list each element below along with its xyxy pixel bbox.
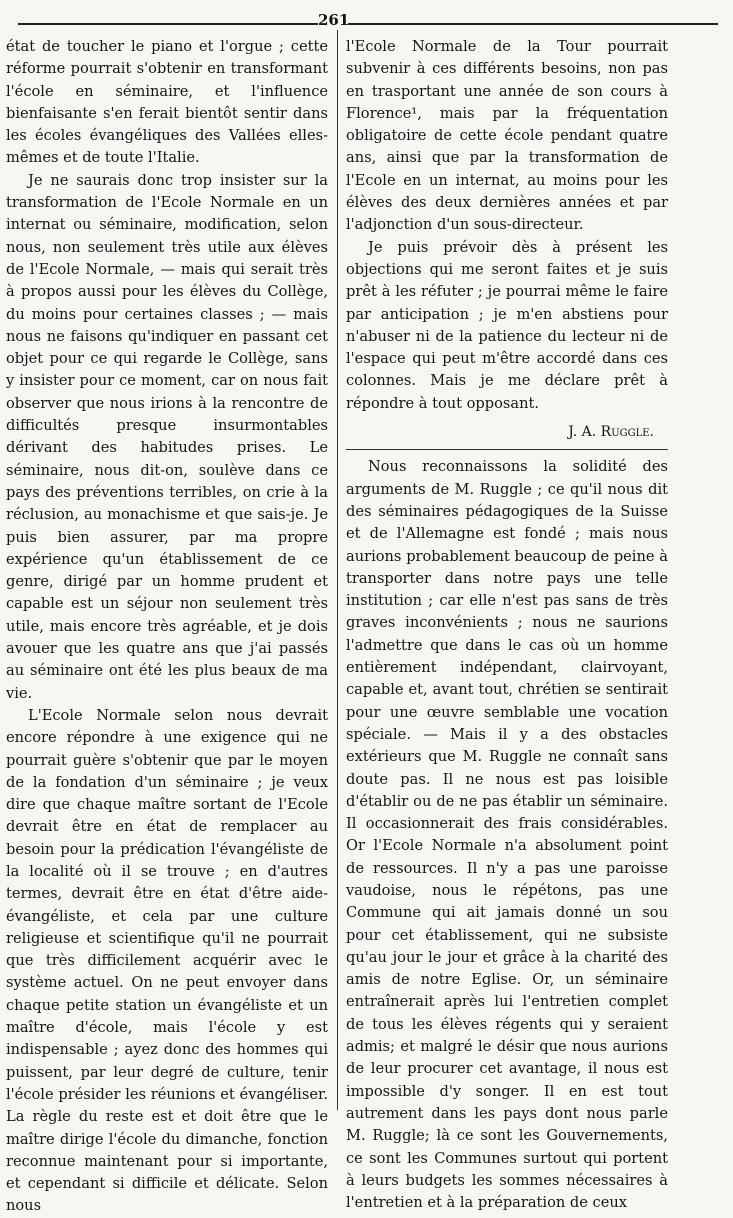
section-separator: [346, 449, 668, 450]
paragraph: état de toucher le piano et l'orgue ; cette réforme pourrait s'obtenir en transformant l'école en séminaire, et l'influence bienfaisante s'en ferait bientôt sentir dans les écoles évangéliques des Vallées elles-mêmes et de toute l'Italie.: [6, 38, 328, 167]
paragraph: Je ne saurais donc trop insister sur la transformation de l'Ecole Normale en un internat ou séminaire, modification, selon nous, non seulement très utile aux élèves de l'Ecole Normale, — mais qui serait très à propos aussi pour les élèves du Collège, du moins pour certaines classes ; — mais nous ne faisons qu'indiquer en passant cet objet pour ce qui regarde le Collège, sans y insister pour ce moment, car on nous fait observer que nous irions à la rencontre de difficultés presque insurmontables dérivant des habitudes prises. Le séminaire, nous dit-on, soulève dans ce pays des préventions terribles, on crie à la réclusion, au monachisme et que sais-je. Je puis bien assurer, par ma propre expérience qu'un établissement de ce genre, dirigé par un homme prudent et capable est un séjour non seulement très utile, mais encore très agréable, et je dois avouer que les quatre ans que j'ai passés au séminaire ont été les plus beaux de ma vie.: [6, 171, 328, 702]
column-divider: [337, 30, 338, 1110]
header-rule-left: [18, 23, 318, 25]
page-number: 261: [318, 11, 350, 29]
page-header: [18, 10, 718, 30]
author-signature: J. A. Ruggle.: [568, 424, 654, 441]
header-rule-right: [348, 23, 718, 25]
left-column: [6, 36, 328, 1218]
right-column: [346, 36, 668, 1214]
paragraph: Je puis prévoir dès à présent les objections qui me seront faites et je suis prêt à les réfuter ; je pourrai même le faire par anticipation ; je m'en abstiens pour n'abuser ni de la patience du lecteur ni de l'espace qui peut m'être accordé dans ces colonnes. Mais je me déclare prêt à répondre à tout opposant.: [346, 238, 668, 412]
paragraph: Nous reconnaissons la solidité des arguments de M. Ruggle ; ce qu'il nous dit des séminaires pédagogiques de la Suisse et de l'Allemagne est fondé ; mais nous aurions probablement beaucoup de peine à transporter dans notre pays une telle institution ; car elle n'est pas sans de très graves inconvénients ; nous ne saurions l'admettre que dans le cas où un homme entièrement indépendant, clairvoyant, capable et, avant tout, chrétien se sentirait pour une œuvre semblable une vocation spéciale. — Mais il y a des obstacles extérieurs que M. Ruggle ne connaît sans doute pas. Il ne nous est pas loisible d'établir ou de ne pas établir un séminaire. Il occasionnerait des frais considérables. Or l'Ecole Normale n'a absolument point de ressources. Il n'y a pas une paroisse vaudoise, nous le répétons, pas une Commune qui ait jamais donné un sou pour cet établissement, qui ne subsiste qu'au jour le jour et grâce à la charité des amis de notre Eglise. Or, un séminaire entraînerait après lui l'entretien complet de tous les élèves régents qui y seraient admis; et malgré le désir que nous aurions de leur procurer cet avantage, il nous est impossible d'y songer. Il en est tout autrement dans les pays dont nous parle M. Ruggle; là ce sont les Gouvernements, ce sont les Communes surtout qui portent à leurs budgets les sommes nécessaires à l'entretien et à la préparation de ceux: [346, 458, 668, 1212]
paragraph: L'Ecole Normale selon nous devrait encore répondre à une exigence qui ne pourrait guère s'obtenir que par le moyen de la fondation d'un séminaire ; je veux dire que chaque maître sortant de l'Ecole devrait être en état de remplacer au besoin pour la prédication l'évangéliste de la localité où il se trouve ; en d'autres termes, devrait être en état d'être aide-évangéliste, et cela par une culture religieuse et scientifique qu'il ne pourrait que très difficilement acquérir avec le système actuel. On ne peut envoyer dans chaque petite station un évangéliste et un maître d'école, mais l'école y est indispensable ; ayez donc des hommes qui puissent, par leur degré de culture, tenir l'école présider les réunions et évangéliser. La règle du reste est et doit être que le maître dirige l'école du dimanche, fonction reconnue maintenant pour si importante, et cependant si difficile et délicate. Selon nous: [6, 706, 328, 1215]
paragraph: l'Ecole Normale de la Tour pourrait subvenir à ces différents besoins, non pas en trasportant une année de son cours à Florence¹, mais par la fréquentation obligatoire de cette école pendant quatre ans, ainsi que par la transformation de l'Ecole en un internat, au moins pour les élèves des deux dernières années et par l'adjonction d'un sous-directeur.: [346, 38, 668, 234]
